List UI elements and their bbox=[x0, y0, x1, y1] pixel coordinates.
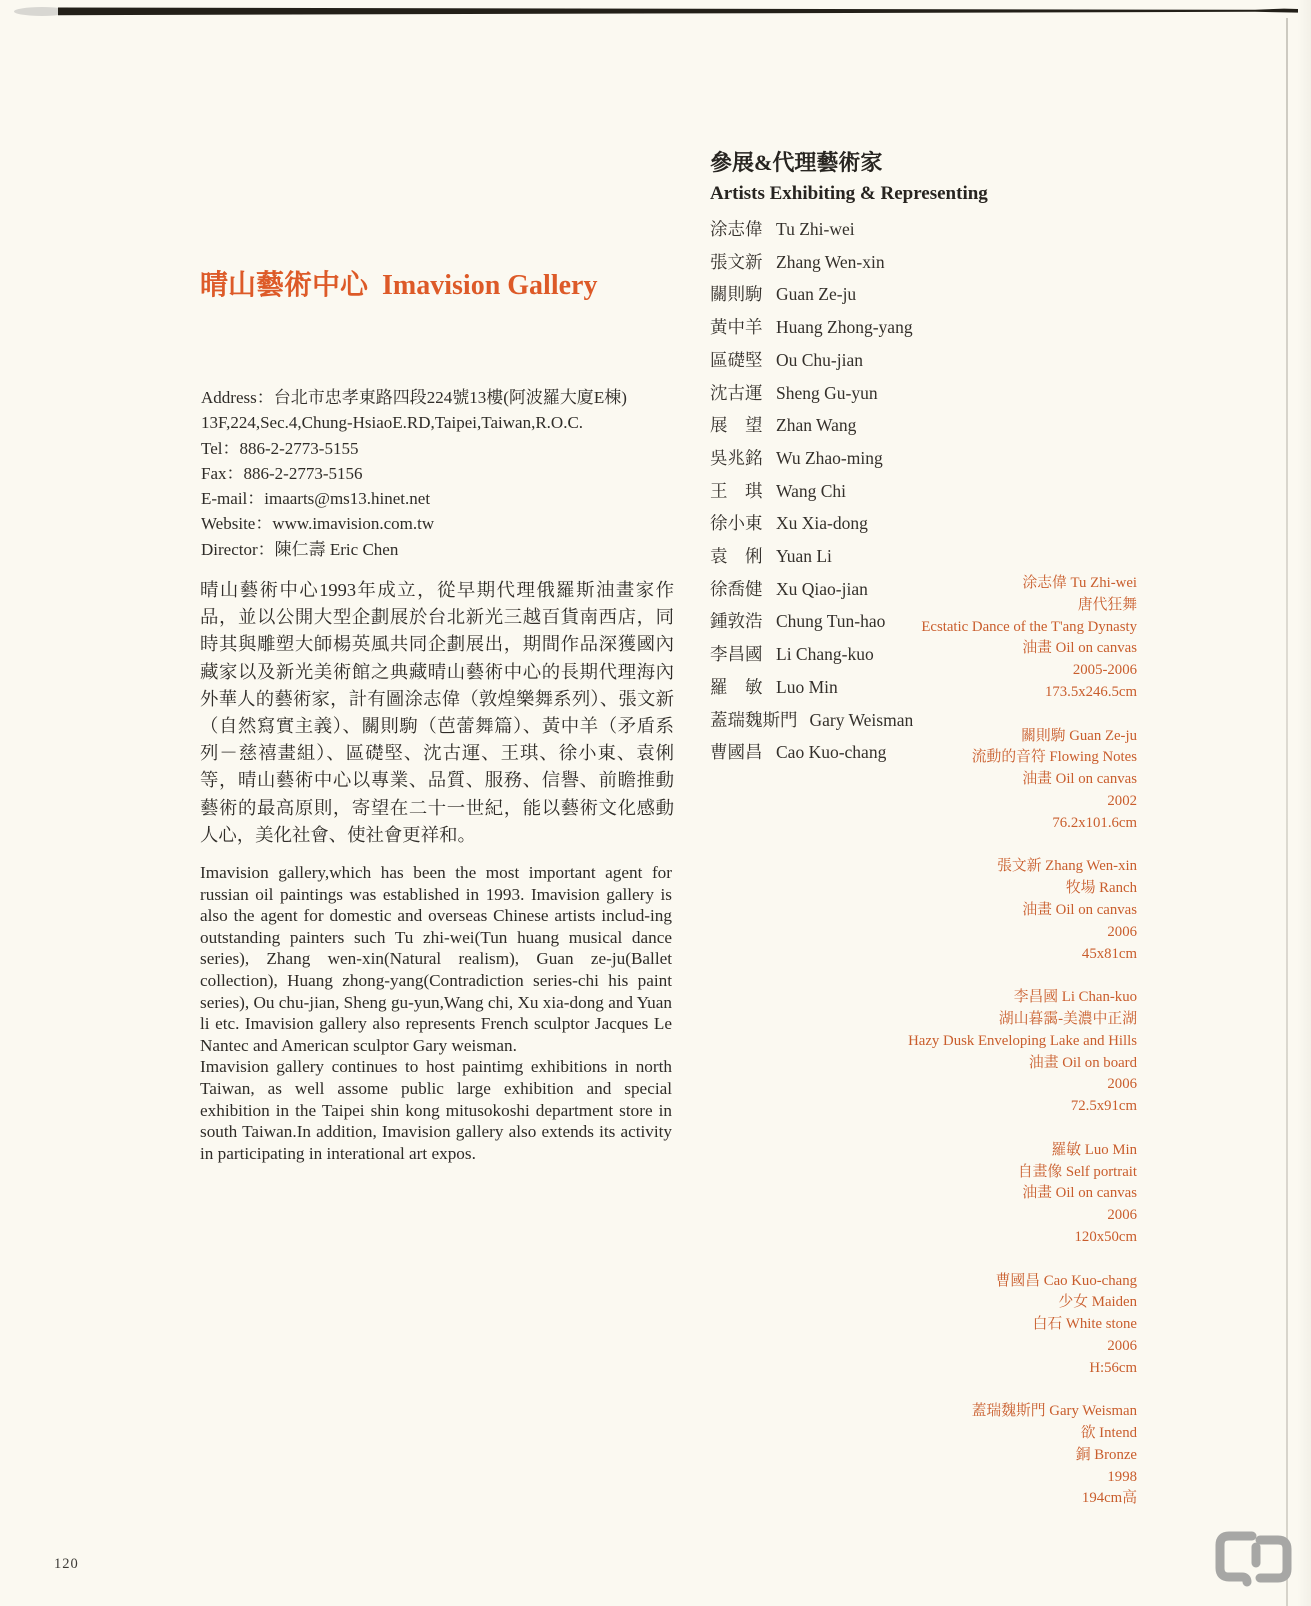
artwork-caption-line: Ecstatic Dance of the T'ang Dynasty bbox=[921, 618, 1137, 635]
artist-name-en: Yuan Li bbox=[776, 546, 832, 567]
artwork-caption-line: 2006 bbox=[1107, 1337, 1137, 1354]
contact-line: Fax：886-2-2773-5156 bbox=[201, 463, 363, 483]
artist-name-zh: 涂志偉 bbox=[710, 219, 763, 239]
artist-row bbox=[710, 442, 988, 475]
artwork-caption-line: 194cm高 bbox=[1081, 1490, 1137, 1507]
artwork-caption-line: 油畫 Oil on board bbox=[1028, 1054, 1137, 1071]
artist-row bbox=[710, 540, 988, 573]
artwork-caption-block bbox=[908, 856, 1137, 965]
artist-name-en: Guan Ze-ju bbox=[776, 284, 857, 305]
artist-name-zh: 展 望 bbox=[710, 415, 763, 436]
artist-name-en: Wang Chi bbox=[776, 480, 847, 501]
artist-name-en: Sheng Gu-yun bbox=[776, 382, 878, 403]
contact-line: Director：陳仁壽 Eric Chen bbox=[201, 539, 399, 559]
gallery-title-zh: 晴山藝術中心 bbox=[200, 270, 369, 301]
artist-name-zh: 沈古運 bbox=[710, 382, 763, 403]
artwork-caption-line: 牧場 Ranch bbox=[1065, 880, 1137, 897]
artist-name-en: Chung Tun-hao bbox=[776, 611, 886, 632]
contact-line: Website：www.imavision.com.tw bbox=[201, 514, 435, 534]
artist-row bbox=[710, 311, 988, 344]
artist-row bbox=[710, 475, 988, 508]
artist-name-en: Cao Kuo-chang bbox=[776, 742, 887, 763]
artist-name-en: Huang Zhong-yang bbox=[776, 317, 913, 338]
artwork-caption-line: Hazy Dusk Enveloping Lake and Hills bbox=[908, 1032, 1137, 1049]
artwork-caption-line: 45x81cm bbox=[1081, 945, 1137, 962]
artist-row bbox=[710, 278, 988, 311]
artist-name-en: Luo Min bbox=[776, 676, 838, 697]
scan-top-edge-line bbox=[0, 0, 1311, 22]
artwork-caption-line: 油畫 Oil on canvas bbox=[1022, 771, 1137, 788]
artwork-caption-line: 2006 bbox=[1107, 923, 1137, 940]
artwork-caption-line: 唐代狂舞 bbox=[1077, 596, 1137, 613]
artwork-caption-block bbox=[908, 1140, 1137, 1249]
contact-line: Address：台北市忠孝東路四段224號13樓(阿波羅大廈E棟) bbox=[201, 388, 627, 407]
artist-name-zh: 羅 敏 bbox=[710, 676, 763, 697]
artwork-caption-line: 173.5x246.5cm bbox=[1044, 683, 1137, 700]
artists-heading-zh: 參展&代理藝術家 bbox=[710, 150, 883, 175]
artist-name-zh: 關則駒 bbox=[710, 284, 763, 305]
artwork-caption-line: 1998 bbox=[1107, 1468, 1137, 1485]
artwork-caption-line: 油畫 Oil on canvas bbox=[1022, 1185, 1137, 1202]
contact-block bbox=[201, 385, 627, 562]
artwork-caption-line: 2002 bbox=[1107, 792, 1137, 809]
gallery-title bbox=[200, 266, 597, 306]
artist-name-zh: 袁 俐 bbox=[710, 546, 763, 567]
artwork-caption-line: 2005-2006 bbox=[1072, 662, 1137, 679]
artwork-caption-line: 銅 Bronze bbox=[1075, 1446, 1137, 1463]
artist-name-zh: 張文新 bbox=[710, 251, 763, 272]
gallery-title-en: Imavision Gallery bbox=[382, 270, 598, 301]
artist-name-zh: 曹國昌 bbox=[710, 742, 763, 763]
artist-row bbox=[710, 344, 988, 377]
artist-row bbox=[710, 507, 988, 540]
intro-paragraph-zh: 晴山藝術中心1993年成立，從早期代理俄羅斯油畫家作品，並以公開大型企劃展於台北新光三越百貨南西店，同時其與雕塑大師楊英風共同企劃展出，期間作品深獲國內藏家以及新光美術館之典藏晴山藝術中心的長期代理海內外華人的藝術家，計有圖涂志偉（敦煌樂舞系列）、張文新（自然寫實主義）、關則駒（芭蕾舞篇）、黃中羊（矛盾系列－慈禧畫組）、區礎堅、沈古運、王琪、徐小東、袁俐等，晴山藝術中心以專業、品質、服務、信譽、前瞻推動藝術的最高原則，寄望在二十一世紀，能以藝術文化感動人心，美化社會、使社會更祥和。 bbox=[200, 580, 674, 845]
intro-en-paragraph-1: Imavision gallery,which has been the most important agent for russian oil paintings was established in 1993. Imavision gallery is also the agent for domestic and overseas Chinese artists includ-ing outstanding painters such Tu zhi-wei(Tun huang musical dance series), Zhang wen-xin(Natural realism), Guan ze-ju(Ballet collection), Huang zhong-yang(Contradiction series-chi his paint series), Ou chu-jian, Sheng gu-yun,Wang chi, Xu xia-dong and Yuan li etc. Imavision gallery also represents French sculptor Jacques Le Nantec and American sculptor Gary weisman. bbox=[200, 863, 672, 1055]
artist-name-en: Ou Chu-jian bbox=[776, 349, 864, 370]
artists-heading-en: Artists Exhibiting & Representing bbox=[710, 183, 988, 204]
contact-line: 13F,224,Sec.4,Chung-HsiaoE.RD,Taipei,Taiwan,R.O.C. bbox=[201, 413, 584, 433]
artwork-caption-line: 120x50cm bbox=[1074, 1228, 1137, 1245]
artist-name-zh: 徐喬健 bbox=[710, 578, 763, 599]
artwork-caption-line: 關則駒 Guan Ze-ju bbox=[1021, 727, 1137, 744]
artwork-caption-line: 張文新 Zhang Wen-xin bbox=[997, 858, 1137, 875]
artist-name-en: Xu Qiao-jian bbox=[776, 578, 868, 599]
artwork-caption-line: 李昌國 Li Chan-kuo bbox=[1013, 989, 1137, 1006]
scan-page-edge-line bbox=[1286, 18, 1288, 1606]
artist-name-en: Wu Zhao-ming bbox=[776, 447, 883, 468]
artist-name-en: Zhang Wen-xin bbox=[776, 251, 885, 272]
artwork-caption-line: 流動的音符 Flowing Notes bbox=[971, 749, 1137, 766]
artist-name-zh: 吳兆銘 bbox=[710, 447, 763, 468]
intro-en-paragraph-2: Imavision gallery continues to host paintimg exhibitions in north Taiwan, as well assome public large exhibition and special exhibition in the Taipei shin kong mitusokoshi department store in south Taiwan.In addition, Imavision gallery also extends its activity in participating in interational art expos. bbox=[200, 1057, 672, 1163]
contact-line: Tel：886-2-2773-5155 bbox=[201, 438, 359, 458]
scan-edge-shadow bbox=[1297, 0, 1311, 1606]
contact-line: E-mail：imaarts@ms13.hinet.net bbox=[201, 489, 431, 509]
page-number: 120 bbox=[54, 1556, 79, 1572]
artwork-caption-line: 油畫 Oil on canvas bbox=[1022, 901, 1137, 918]
artwork-caption-line: 羅敏 Luo Min bbox=[1051, 1141, 1137, 1158]
artwork-caption-line: 2006 bbox=[1107, 1076, 1137, 1093]
artwork-caption-block bbox=[908, 987, 1137, 1118]
artist-name-zh: 黃中羊 bbox=[710, 317, 763, 338]
artwork-caption-block bbox=[908, 573, 1137, 704]
artist-row bbox=[710, 246, 988, 279]
artist-name-en: Xu Xia-dong bbox=[776, 513, 868, 534]
artist-name-zh: 蓋瑞魏斯門 bbox=[710, 709, 798, 730]
artist-name-en: Tu Zhi-wei bbox=[776, 219, 855, 239]
artist-name-en: Li Chang-kuo bbox=[776, 644, 874, 665]
open-book-icon bbox=[1214, 1530, 1294, 1588]
intro-paragraph-en bbox=[200, 862, 672, 1164]
artist-row bbox=[710, 213, 988, 246]
artwork-captions bbox=[908, 573, 1137, 1532]
artist-name-en: Gary Weisman bbox=[809, 709, 914, 730]
artwork-caption-line: 自畫像 Self portrait bbox=[1017, 1163, 1137, 1180]
artist-name-zh: 區礎堅 bbox=[710, 349, 763, 370]
artwork-caption-line: 蓋瑞魏斯門 Gary Weisman bbox=[971, 1403, 1137, 1420]
artwork-caption-block bbox=[908, 726, 1137, 835]
artwork-caption-line: 曹國昌 Cao Kuo-chang bbox=[995, 1272, 1137, 1289]
artist-name-en: Zhan Wang bbox=[776, 415, 857, 436]
artwork-caption-line: 76.2x101.6cm bbox=[1052, 814, 1137, 831]
artwork-caption-line: 少女 Maiden bbox=[1058, 1294, 1137, 1311]
artwork-caption-line: 欲 Intend bbox=[1080, 1425, 1137, 1442]
artist-name-zh: 徐小東 bbox=[710, 513, 763, 534]
artwork-caption-line: 白石 White stone bbox=[1032, 1316, 1137, 1333]
artist-row bbox=[710, 409, 988, 442]
artist-row bbox=[710, 377, 988, 410]
artwork-caption-line: 湖山暮靄-美濃中正湖 bbox=[998, 1010, 1137, 1027]
artwork-caption-line: 2006 bbox=[1107, 1207, 1137, 1224]
artist-name-zh: 李昌國 bbox=[710, 644, 763, 665]
artwork-caption-block bbox=[908, 1401, 1137, 1510]
artwork-caption-line: H:56cm bbox=[1089, 1359, 1137, 1376]
artist-name-zh: 王 琪 bbox=[710, 480, 763, 501]
artist-name-zh: 鍾敦浩 bbox=[710, 611, 763, 632]
artwork-caption-line: 72.5x91cm bbox=[1070, 1098, 1137, 1115]
artwork-caption-block bbox=[908, 1271, 1137, 1380]
artwork-caption-line: 油畫 Oil on canvas bbox=[1022, 640, 1137, 657]
artwork-caption-line: 涂志偉 Tu Zhi-wei bbox=[1022, 575, 1137, 591]
